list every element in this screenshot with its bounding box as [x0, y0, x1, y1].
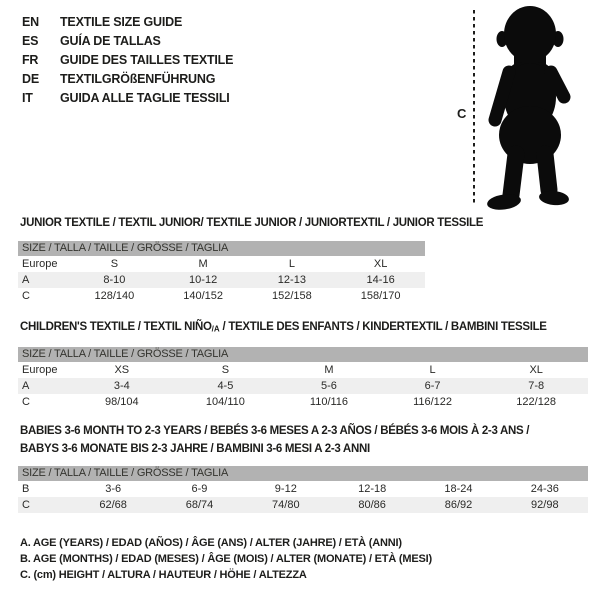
lang-title: GUIDA ALLE TAGLIE TESSILI: [60, 91, 230, 105]
language-title-block: [22, 13, 233, 108]
baby-body: [486, 6, 570, 212]
row-label: A: [22, 274, 30, 286]
size-cell: 62/68: [99, 499, 127, 511]
babies-section-title-line2: BABYS 3-6 MONATE BIS 2-3 JAHRE / BAMBINI 3-6 MESI A 2-3 ANNI: [20, 443, 370, 455]
size-cell: 3-4: [113, 380, 130, 392]
size-cell: 8-10: [103, 274, 126, 286]
lang-row-en: [22, 13, 233, 32]
size-header-bar: SIZE / TALLA / TAILLE / GRÖSSE / TAGLIA: [18, 241, 425, 256]
row-label: B: [22, 483, 30, 495]
table-row: [18, 378, 588, 394]
size-cell: 24-36: [530, 483, 559, 495]
size-cell: XL: [373, 258, 388, 270]
size-cell: 18-24: [444, 483, 473, 495]
size-cell: 110/116: [309, 396, 349, 408]
size-cell: 158/170: [360, 290, 401, 302]
size-cell: 80/86: [358, 499, 386, 511]
children-title-pre: CHILDREN'S TEXTILE / TEXTIL NIÑO: [20, 321, 212, 333]
size-cell: 14-16: [366, 274, 395, 286]
legend-line-b: B. AGE (MONTHS) / EDAD (MESES) / ÂGE (MOIS) / ALTER (MONATE) / ETÀ (MESI): [20, 553, 432, 565]
babies-section-title-line1: BABIES 3-6 MONTH TO 2-3 YEARS / BEBÉS 3-6 MESES A 2-3 AÑOS / BÉBÉS 3-6 MOIS À 2-3 ANS /: [20, 425, 530, 437]
legend-block: [20, 535, 432, 583]
size-cell: L: [288, 258, 295, 270]
lang-code: EN: [22, 15, 39, 29]
size-cell: 98/104: [104, 396, 139, 408]
size-cell: S: [110, 258, 119, 270]
lang-title: TEXTILE SIZE GUIDE: [60, 15, 183, 29]
size-cell: 10-12: [189, 274, 218, 286]
size-header-bar: SIZE / TALLA / TAILLE / GRÖSSE / TAGLIA: [18, 466, 588, 481]
lang-row-it: [22, 89, 233, 108]
table-row: [18, 481, 588, 497]
row-label: A: [22, 380, 30, 392]
size-cell: 5-6: [321, 380, 337, 392]
size-cell: 152/158: [271, 290, 312, 302]
legend-line-a: A. AGE (YEARS) / EDAD (AÑOS) / ÂGE (ANS) / ALTER (JAHRE) / ETÀ (ANNI): [20, 537, 402, 549]
table-row: [18, 394, 588, 410]
children-section-title: [20, 321, 547, 336]
size-cell: M: [324, 364, 334, 376]
size-cell: XS: [114, 364, 130, 376]
row-label: C: [22, 396, 30, 408]
size-cell: 116/122: [413, 396, 453, 408]
size-header-bar: SIZE / TALLA / TAILLE / GRÖSSE / TAGLIA: [18, 347, 588, 362]
table-row: [18, 362, 588, 378]
children-title-post: / TEXTILE DES ENFANTS / KINDERTEXTIL / BAMBINI TESSILE: [219, 321, 547, 333]
table-row: [18, 288, 425, 304]
size-cell: 9-12: [274, 483, 297, 495]
lang-title: GUIDE DES TAILLES TEXTILE: [60, 53, 234, 67]
children-size-table: [18, 347, 588, 410]
lang-code: ES: [22, 34, 39, 48]
height-measure-label: C: [457, 106, 467, 121]
size-cell: 6-9: [191, 483, 208, 495]
lang-row-es: [22, 32, 233, 51]
size-cell: 6-7: [424, 380, 441, 392]
size-cell: 4-5: [217, 380, 234, 392]
size-cell: 86/92: [444, 499, 473, 511]
size-cell: L: [429, 364, 436, 376]
size-cell: 128/140: [94, 290, 135, 302]
row-label: Europe: [22, 258, 58, 270]
legend-line-c: C. (cm) HEIGHT / ALTURA / HAUTEUR / HÖHE / ALTEZZA: [20, 569, 307, 581]
size-cell: 12-18: [358, 483, 387, 495]
lang-code: IT: [22, 91, 33, 105]
size-cell: S: [221, 364, 230, 376]
junior-size-table: [18, 241, 425, 304]
table-row: [18, 256, 425, 272]
row-label: C: [22, 499, 30, 511]
baby-silhouette: [448, 2, 583, 214]
lang-title: GUÍA DE TALLAS: [60, 34, 161, 48]
row-label: C: [22, 290, 30, 302]
size-cell: 92/98: [531, 499, 559, 511]
size-cell: 140/152: [183, 290, 223, 302]
junior-section-title: JUNIOR TEXTILE / TEXTIL JUNIOR/ TEXTILE JUNIOR / JUNIORTEXTIL / JUNIOR TESSILE: [20, 217, 484, 229]
size-cell: 104/110: [205, 396, 245, 408]
table-row: [18, 497, 588, 513]
table-row: [18, 272, 425, 288]
size-cell: M: [198, 258, 208, 270]
lang-row-fr: [22, 51, 233, 70]
size-cell: 12-13: [277, 274, 306, 286]
lang-row-de: [22, 70, 233, 89]
size-cell: 7-8: [528, 380, 545, 392]
row-label: Europe: [22, 364, 58, 376]
lang-title: TEXTILGRÖßENFÜHRUNG: [60, 72, 216, 86]
children-title-sub: /A: [211, 324, 220, 334]
size-cell: 3-6: [105, 483, 122, 495]
size-cell: 74/80: [272, 499, 300, 511]
size-cell: 122/128: [516, 396, 557, 408]
lang-code: FR: [22, 53, 39, 67]
babies-size-table: [18, 466, 588, 513]
size-cell: XL: [529, 364, 543, 376]
size-cell: 68/74: [185, 499, 214, 511]
lang-code: DE: [22, 72, 39, 86]
